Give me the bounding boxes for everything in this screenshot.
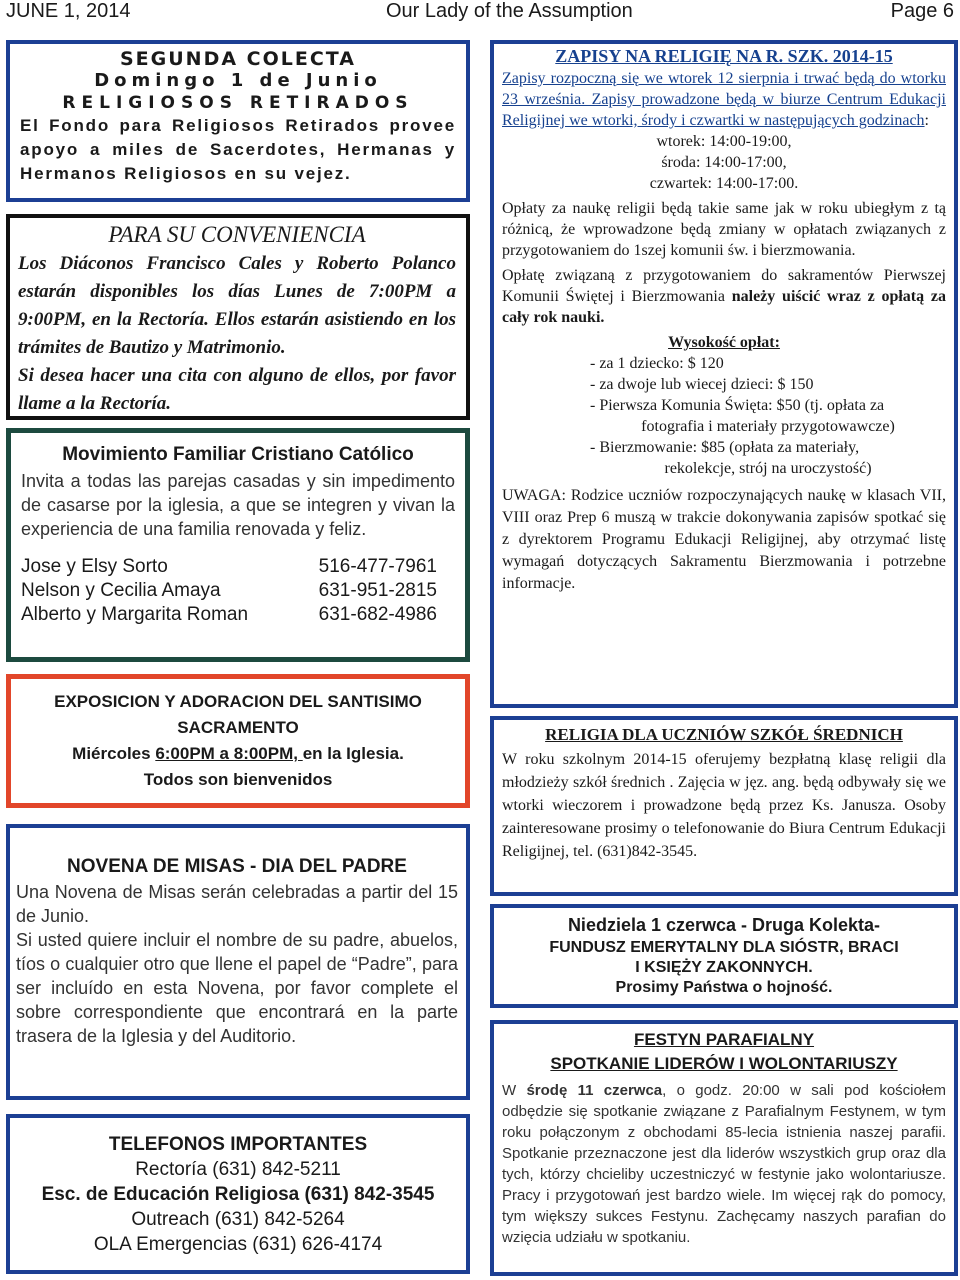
fee-item-cont: fotografia i materiały przygotowawcze) [641, 418, 895, 435]
zapisy-uwaga: UWAGA: Rodzice uczniów rozpoczynających naukę w klasach VII, VIII oraz Prep 6 muszą w trakcie dokonywania zapisów spotkać się z dyrektorem Programu Edukacji Religijnej, aby otrzymać listę wymagań dotyczących Sakramentu Bierzmowania i potrzebne informacje. [502, 487, 946, 592]
conveniencia-title: PARA SU CONVENIENCIA [108, 222, 366, 247]
festyn-subtitle: SPOTKANIE LIDERÓW I WOLONTARIUSZY [550, 1054, 898, 1073]
exposicion-line-4: Todos son bienvenidos [143, 770, 333, 789]
contact-phone: 631-682-4986 [318, 604, 437, 625]
colecta-title: SEGUNDA COLECTA [120, 48, 356, 70]
festyn-title: FESTYN PARAFIALNY [633, 1030, 815, 1049]
novena-title: NOVENA DE MISAS - DIA DEL PADRE [67, 856, 407, 877]
novena-paragraph-1: Una Novena de Misas serán celebradas a partir del 15 de Junio. [16, 882, 458, 926]
exposicion-line-1: EXPOSICION Y ADORACION DEL SANTISIMO [54, 692, 422, 711]
zapisy-box [490, 40, 958, 708]
segunda-colecta-box [6, 40, 470, 202]
contact-phone: 631-951-2815 [318, 580, 437, 601]
contact-row [21, 603, 455, 627]
contact-name: Nelson y Cecilia Amaya [21, 580, 221, 601]
telefono-line: Rectoría (631) 842-5211 [135, 1159, 341, 1180]
telefono-line: Outreach (631) 842-5264 [131, 1209, 345, 1230]
religia-box [490, 716, 958, 896]
contact-name: Alberto y Margarita Roman [21, 604, 249, 625]
telefonos-box [6, 1114, 470, 1274]
niedziela-line-1: Niedziela 1 czerwca - Druga Kolekta- [567, 915, 881, 935]
novena-box [6, 824, 470, 1100]
niedziela-line-4: Prosimy Państwa o hojność. [615, 979, 833, 996]
fee-title: Wysokość opłat: [668, 334, 780, 351]
fee-item: - Pierwsza Komunia Święta: $50 (tj. opłata za [590, 397, 885, 414]
movimiento-title: Movimiento Familiar Cristiano Católico [62, 444, 414, 465]
zapisy-oplaty: Opłaty za naukę religii będą takie same jak w roku ubiegłym z tą różnicą, że wprowadzone będą zmiany w opłatach związanych z przygotowaniem do 1szej komunii św. i bierzmowania. [502, 200, 946, 259]
contact-row [21, 579, 455, 603]
movimiento-box [6, 428, 470, 662]
movimiento-body: Invita a todas las parejas casadas y sin impedimento de casarse por la iglesia, a que se integren y vivan la experiencia de una familia renovada y feliz. [21, 471, 455, 539]
zapisy-hours: wtorek: 14:00-19:00, [656, 133, 792, 150]
fee-list [502, 353, 946, 479]
contact-name: Jose y Elsy Sorto [21, 556, 168, 577]
issue-date: JUNE 1, 2014 [6, 0, 131, 22]
conveniencia-box [6, 214, 470, 420]
novena-paragraph-2: Si usted quiere incluir el nombre de su padre, abuelos, tíos o cualquier otro que llene el papel de “Padre”, para ser incluído en esta Novena, por favor complete el sobre correspondiente que encontrará en la parte trasera de la Iglesia y del Auditorio. [16, 930, 458, 1046]
contact-phone: 516-477-7961 [318, 556, 437, 577]
parish-name: Our Lady of the Assumption [386, 0, 633, 22]
niedziela-box [490, 904, 958, 1008]
colecta-subtitle: RELIGIOSOS RETIRADOS [62, 93, 414, 113]
telefonos-title: TELEFONOS IMPORTANTES [108, 1134, 368, 1155]
colecta-date: Domingo 1 de Junio [94, 70, 382, 91]
exposicion-line-3: Miércoles 6:00PM a 8:00PM, en la Iglesia. [72, 744, 404, 763]
conveniencia-body: Los Diáconos Francisco Cales y Roberto Polanco estarán disponibles los días Lunes de 7:00PM a 9:00PM, en la Rectoría. Ellos estarán asistiendo en los trámites de Bautizo y Matrimonio. [18, 253, 456, 358]
religia-body: W roku szkolnym 2014-15 oferujemy bezpłatną klasę religii dla młodzieży szkół średnich . Zajęcia w jęz. ang. będą odbywały się we wtorki wieczorem i prowadzone będą przez Ks. Janusza. Osoby zainteresowane prosimy o telefonowanie do Biura Centrum Edukacji Religijnej, tel. (631)842-3545. [502, 751, 946, 860]
fee-item-cont: rekolekcje, strój na uroczystość) [664, 460, 872, 477]
exposicion-line-2: SACRAMENTO [177, 718, 299, 737]
zapisy-hours: środa: 14:00-17:00, [661, 154, 787, 171]
fee-item: - za 1 dziecko: $ 120 [590, 355, 724, 372]
niedziela-line-2: FUNDUSZ EMERYTALNY DLA SIÓSTR, BRACI [549, 939, 899, 956]
page-number: Page 6 [890, 0, 954, 22]
fee-item: - Bierzmowanie: $85 (opłata za materiały, [590, 439, 860, 456]
festyn-box [490, 1020, 958, 1276]
festyn-body: W środę 11 czerwca, o godz. 20:00 w sali pod kościołem odbędzie się spotkanie związane z Parafialnym Festynem, w tym roku połączonym z obchodami 85-lecia istnienia naszej parafii. Spotkanie przeznaczone jest dla liderów wszystkich grup oraz dla tych, którzy chcieliby uczestniczyć w festynie jako wolontariusze. Pracy i przygotowań jest bardzo wiele. Im więcej rąk do pomocy, tym większy sukces Festynu. Zachęcamy naszych parafian do wzięcia udziału w spotkaniu. [502, 1082, 947, 1246]
exposicion-box [6, 674, 470, 808]
telefono-line: OLA Emergencias (631) 626-4174 [93, 1234, 383, 1255]
colecta-body: El Fondo para Religiosos Retirados provee apoyo a miles de Sacerdotes, Hermanas y Hermanos Religiosos en su vejez. [20, 116, 456, 183]
niedziela-line-3: I KSIĘŻY ZAKONNYCH. [635, 959, 813, 976]
telefono-line: Esc. de Educación Religiosa (631) 842-3545 [41, 1184, 435, 1205]
zapisy-oplata-sakramenty: Opłatę związaną z przygotowaniem do sakramentów Pierwszej Komunii Świętej i Bierzmowania należy uiścić wraz z opłatą za cały rok nauki. [502, 267, 947, 326]
religia-title: RELIGIA DLA UCZNIÓW SZKÓŁ ŚREDNICH [545, 725, 903, 744]
fee-item: - za dwoje lub wiecej dzieci: $ 150 [590, 376, 814, 393]
zapisy-intro: Zapisy rozpoczną się we wtorek 12 sierpnia i trwać będą do wtorku 23 września. Zapisy prowadzone będą w biurze Centrum Edukacji Religijnej we wtorki, środy i czwartki w następujących godzinach: [502, 70, 946, 129]
conveniencia-body-2: Si desea hacer una cita con alguno de ellos, por favor llame a la Rectoría. [18, 365, 456, 414]
contact-row [21, 555, 455, 579]
zapisy-title: ZAPISY NA RELIGIĘ NA R. SZK. 2014-15 [555, 46, 893, 66]
page-header [0, 0, 960, 26]
zapisy-hours: czwartek: 14:00-17:00. [649, 175, 799, 192]
